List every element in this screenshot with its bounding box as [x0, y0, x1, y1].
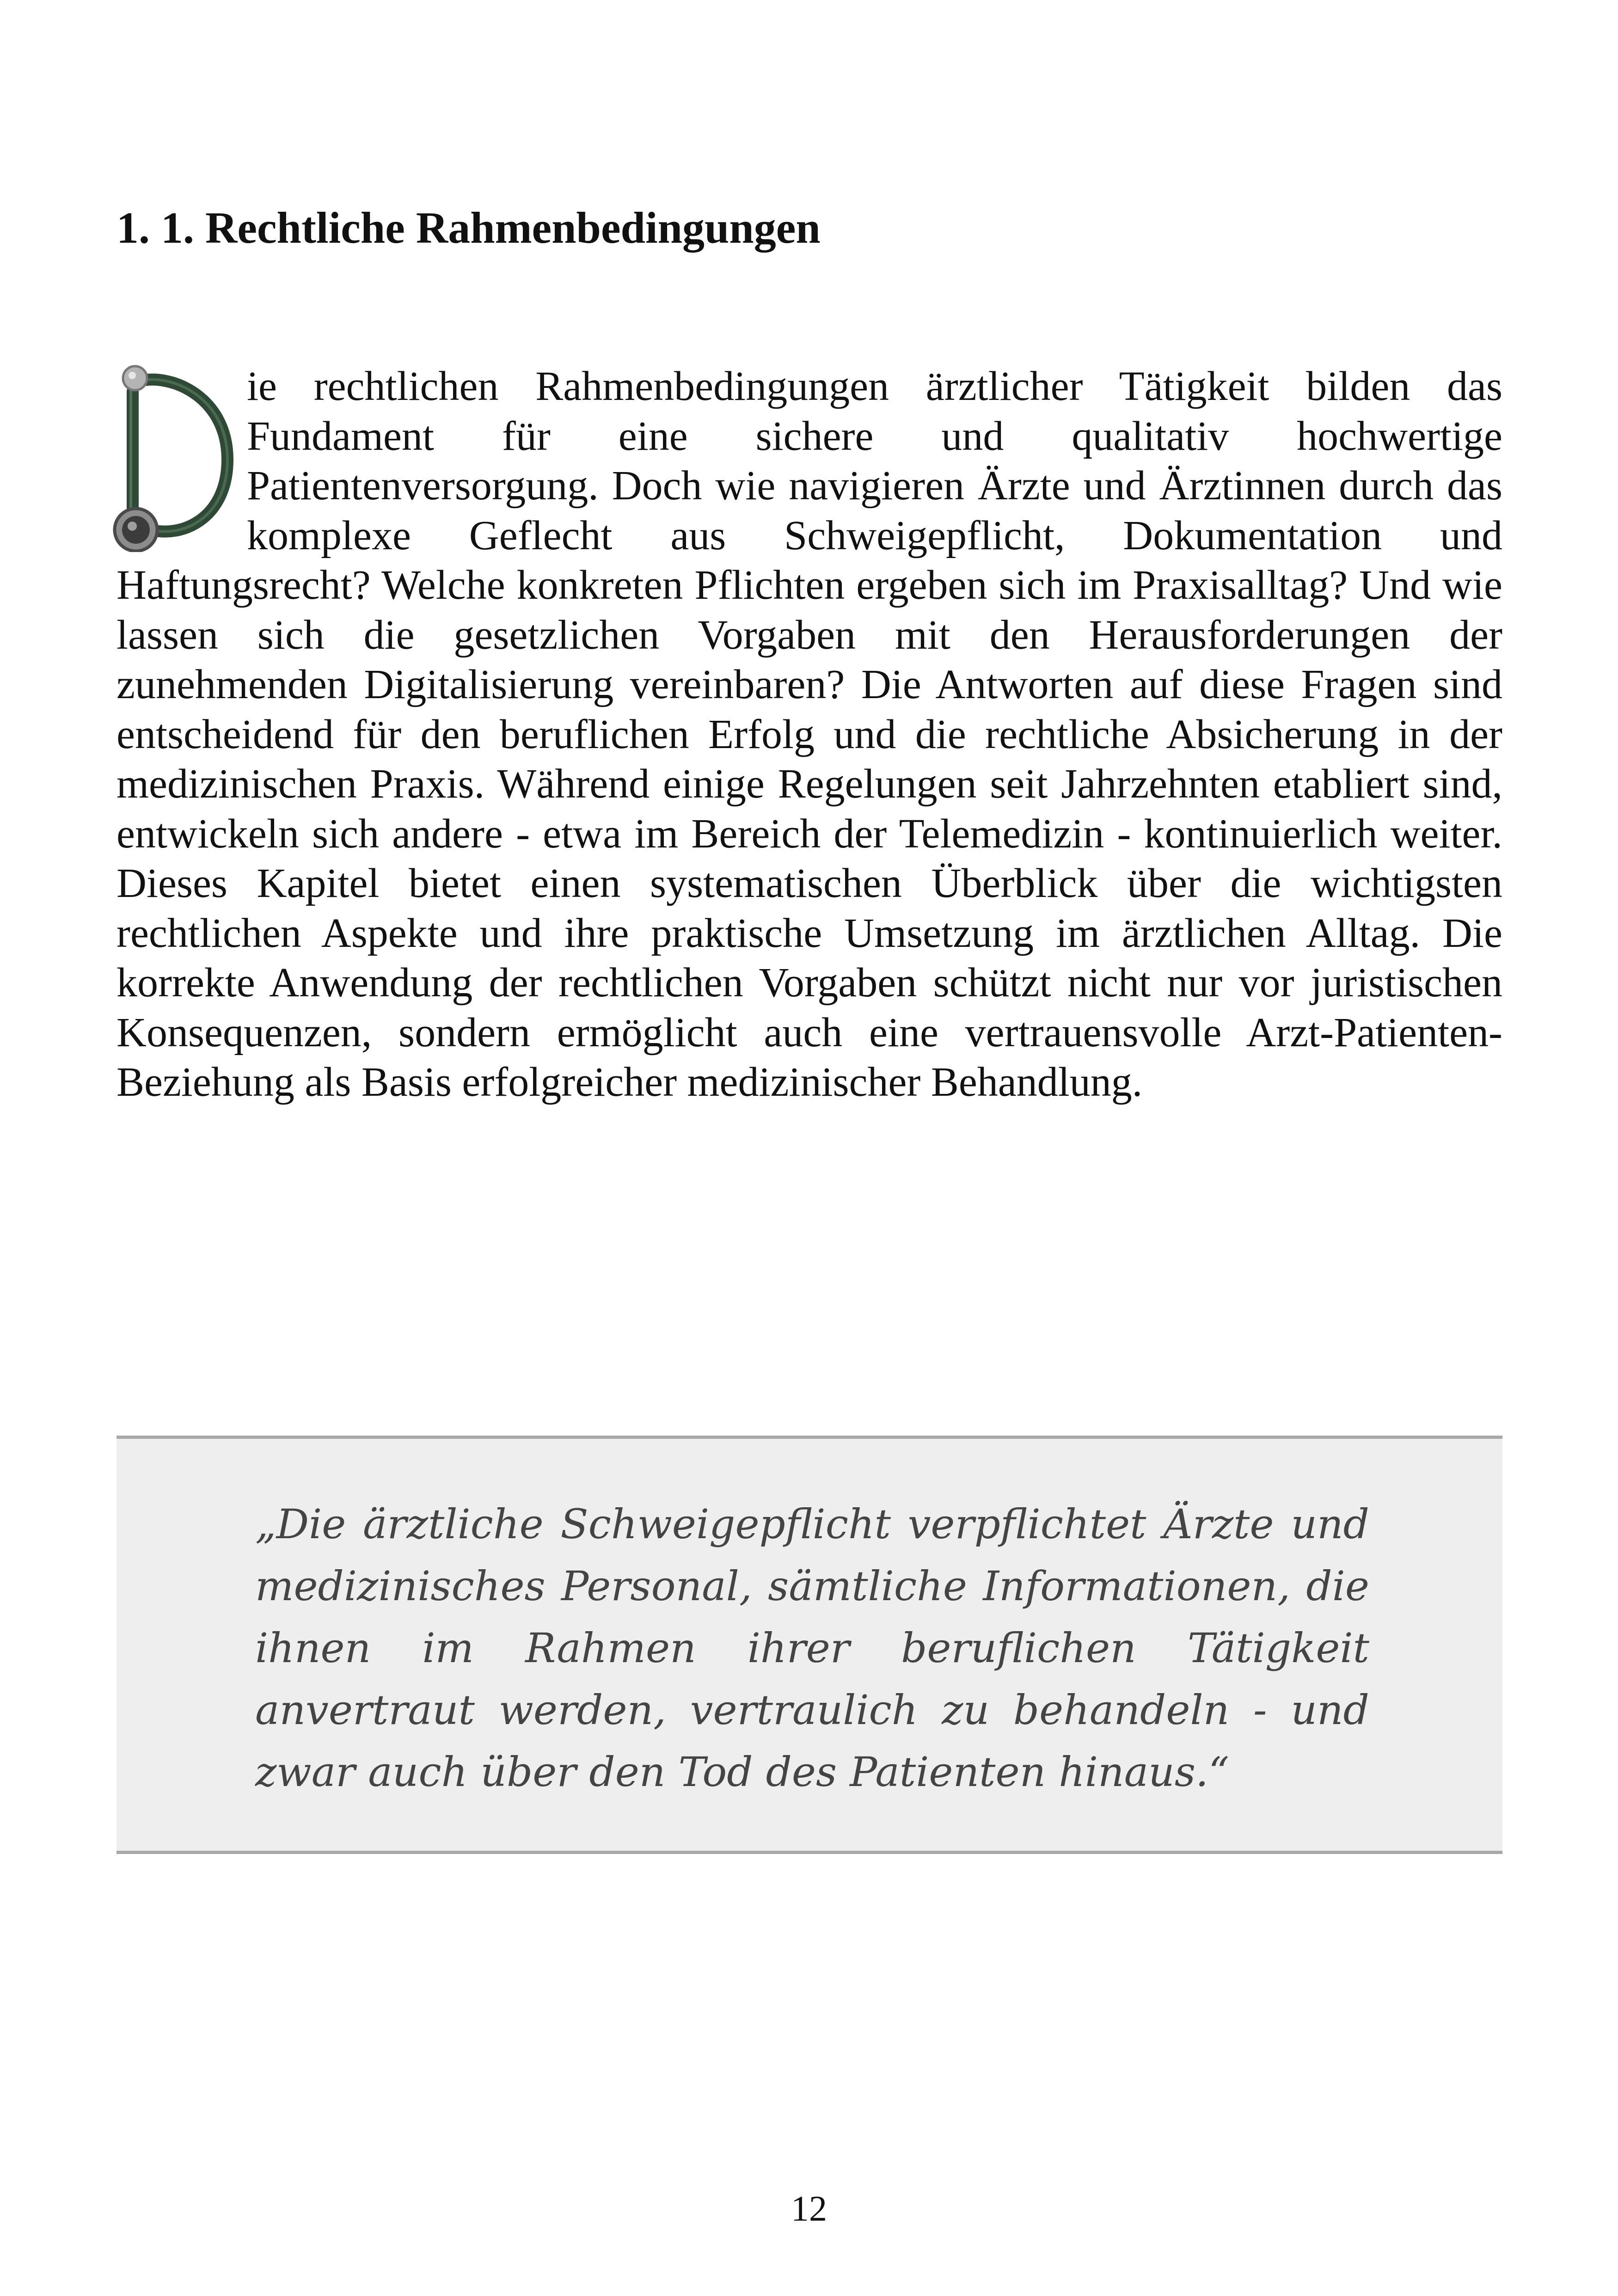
intro-text: ie rechtlichen Rahmenbedingungen ärztlicher Tätigkeit bilden das Fundament für eine sichere und qualitativ hochwertige Patientenversorgung. Doch wie navigieren Ärzte und Ärztinnen durch das komplexe Geflecht aus Schweigepflicht, Dokumentation und Haftungsrecht? Welche konkreten Pflichten ergeben sich im Praxisalltag? Und wie lassen sich die gesetzlichen Vorgaben mit den Herausforderungen der zunehmenden Digitalisierung vereinbaren? Die Antworten auf diese Fragen sind entscheidend für den beruflichen Erfolg und die rechtliche Absicherung in der medizinischen Praxis. Während einige Regelungen seit Jahrzehnten etabliert sind, entwickeln sich andere - etwa im Bereich der Telemedizin - kontinuierlich weiter. Dieses Kapitel bietet einen systematischen Überblick über die wichtigsten rechtlichen Aspekte und ihre praktische Umsetzung im ärztlichen Alltag. Die korrekte Anwendung der rechtlichen Vorgaben schützt nicht nur vor juristischen Konsequenzen, sondern ermöglicht auch eine vertrauensvolle Arzt-Patienten-Beziehung als Basis erfolgreicher medizinischer Behandlung. [116, 363, 1502, 1105]
page-number: 12 [791, 2188, 827, 2228]
pull-quote-box [116, 1436, 1502, 1854]
stethoscope-icon [112, 358, 243, 552]
intro-paragraph [116, 362, 1502, 1107]
dropcap-stethoscope-icon [112, 358, 243, 552]
section-heading: 1. 1. Rechtliche Rahmenbedingungen [116, 203, 821, 252]
pull-quote-text: „Die ärztliche Schweigepflicht verpflichtet Ärzte und medizinisches Personal, sämtliche Informationen, die ihnen im Rahmen ihrer beruflichen Tätigkeit anvertraut werden, vertraulich zu behandeln - und zwar auch über den Tod des Patienten hinaus.“ [255, 1500, 1369, 1796]
